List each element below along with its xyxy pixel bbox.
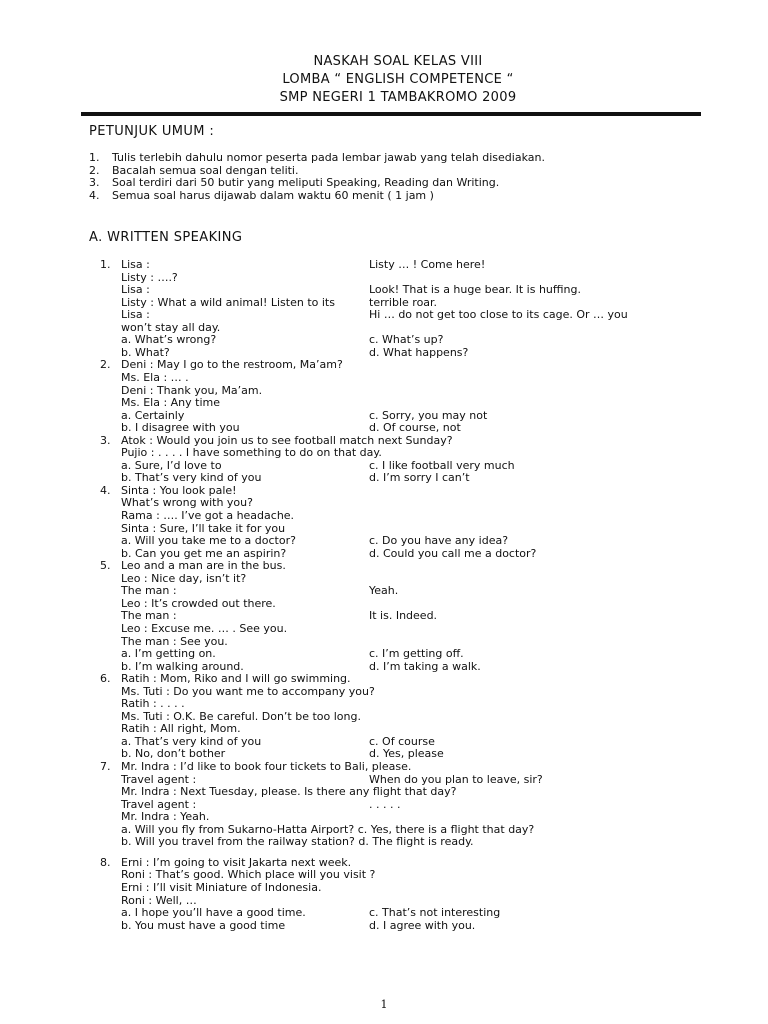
question-text: Rama : …. I’ve got a headache. <box>121 509 295 522</box>
question-text: Leo and a man are in the bus. <box>121 559 286 573</box>
question-text: Roni : Well, … <box>121 893 197 907</box>
question-text-right: d. What happens? <box>369 345 469 359</box>
question-text-right: d. Yes, please <box>369 747 444 761</box>
question-text: b. What? <box>121 345 170 359</box>
question-text: Travel agent : <box>121 797 197 811</box>
header-divider <box>81 112 701 116</box>
question-number: 5. <box>100 559 111 573</box>
question-text: Mr. Indra : Yeah. <box>121 810 210 824</box>
question-text: Ms. Ela : … . <box>121 370 189 384</box>
question-text: b. Will you travel from the railway station? d. The flight is ready. <box>121 835 474 849</box>
instruction-item <box>89 189 434 202</box>
instruction-number: 3. <box>89 176 100 190</box>
question-text: Lisa : <box>121 308 150 322</box>
question-text: What’s wrong with you? <box>121 496 253 510</box>
question-text: Roni : That’s good. Which place will you visit ? <box>121 868 376 882</box>
question-text-right: c. Do you have any idea? <box>369 534 509 548</box>
question-text: a. That’s very kind of you <box>121 734 262 748</box>
page-number: 1 <box>380 998 388 1011</box>
question-text: Ms. Ela : Any time <box>121 396 221 410</box>
question-text: a. Will you fly from Sukarno-Hatta Airport? c. Yes, there is a flight that day? <box>121 822 535 836</box>
question-text-right: d. I agree with you. <box>369 918 476 932</box>
instruction-number: 1. <box>89 151 100 164</box>
question-text-right: terrible roar. <box>369 295 438 309</box>
question-number: 2. <box>100 358 111 372</box>
question-text: a. Will you take me to a doctor? <box>121 534 296 548</box>
question-text-right: c. I like football very much <box>369 458 515 472</box>
question-text: a. Sure, I’d love to <box>121 458 222 472</box>
question-text: a. What’s wrong? <box>121 333 217 347</box>
doc-title-line-1: NASKAH SOAL KELAS VIII <box>313 54 483 69</box>
question-text: a. Certainly <box>121 408 185 422</box>
question-text: b. No, don’t bother <box>121 747 226 761</box>
question-number: 6. <box>100 672 111 686</box>
question-text-right: Hi … do not get too close to its cage. Or … you <box>369 308 628 322</box>
question-text: Leo : It’s crowded out there. <box>121 596 276 610</box>
question-text-right: When do you plan to leave, sir? <box>369 772 543 786</box>
question-text-right: Listy … ! Come here! <box>369 258 486 271</box>
question-text: Sinta : You look pale! <box>121 483 237 497</box>
question-text: Deni : Thank you, Ma’am. <box>121 383 263 397</box>
question-text-right: d. Could you call me a doctor? <box>369 546 537 560</box>
question-text-right: c. That’s not interesting <box>369 906 501 920</box>
question-text: The man : <box>121 609 177 623</box>
instruction-number: 4. <box>89 188 100 202</box>
question-text-right: c. Of course <box>369 734 435 748</box>
question-text: Leo : Nice day, isn’t it? <box>121 571 247 585</box>
question-text: Erni : I’m going to visit Jakarta next week. <box>121 855 352 869</box>
question-number: 8. <box>100 855 111 869</box>
instruction-item <box>89 151 545 164</box>
question-number: 1. <box>100 258 111 271</box>
question-text: a. I’m getting on. <box>121 647 216 661</box>
question-text: b. I’m walking around. <box>121 659 244 673</box>
question-text-right: c. What’s up? <box>369 333 444 347</box>
question-text: Lisa : <box>121 258 150 271</box>
instruction-text: Soal terdiri dari 50 butir yang meliputi Speaking, Reading dan Writing. <box>112 176 500 190</box>
question-number: 4. <box>100 483 111 497</box>
question-text: Ratih : Mom, Riko and I will go swimming. <box>121 672 351 686</box>
question-text: b. Can you get me an aspirin? <box>121 546 287 560</box>
question-text-right: Yeah. <box>369 584 399 598</box>
question-number: 3. <box>100 433 111 447</box>
question-text: Leo : Excuse me. … . See you. <box>121 621 288 635</box>
instruction-text: Semua soal harus dijawab dalam waktu 60 menit ( 1 jam ) <box>112 188 434 202</box>
question-text-right: c. Sorry, you may not <box>369 408 488 422</box>
instruction-text: Tulis terlebih dahulu nomor peserta pada lembar jawab yang telah disediakan. <box>112 151 545 164</box>
question-text: Atok : Would you join us to see football match next Sunday? <box>121 433 453 447</box>
section-heading: A. WRITTEN SPEAKING <box>89 230 243 245</box>
question-text: Listy : What a wild animal! Listen to its <box>121 295 335 309</box>
question-text: Mr. Indra : I’d like to book four tickets to Bali, please. <box>121 760 412 773</box>
doc-title-line-2: LOMBA “ ENGLISH COMPETENCE “ <box>282 72 514 87</box>
question-text: Ms. Tuti : O.K. Be careful. Don’t be too long. <box>121 709 361 723</box>
instruction-number: 2. <box>89 163 100 177</box>
instruction-item <box>89 164 299 177</box>
question-text: Deni : May I go to the restroom, Ma’am? <box>121 358 343 372</box>
question-text: b. I disagree with you <box>121 421 240 435</box>
question-text: The man : See you. <box>121 634 228 648</box>
question-text: Ratih : . . . . <box>121 697 185 711</box>
question-number: 7. <box>100 760 111 773</box>
question-text: Ratih : All right, Mom. <box>121 722 241 736</box>
question-text: won’t stay all day. <box>121 320 221 334</box>
question-text-right: It is. Indeed. <box>369 609 438 623</box>
question-text: Sinta : Sure, I’ll take it for you <box>121 521 286 535</box>
question-text: Pujio : . . . . I have something to do on that day. <box>121 446 382 460</box>
question-text: Mr. Indra : Next Tuesday, please. Is there any flight that day? <box>121 785 457 799</box>
question-text-right: d. Of course, not <box>369 421 461 435</box>
question-text: Erni : I’ll visit Miniature of Indonesia. <box>121 880 322 894</box>
general-instructions-heading: PETUNJUK UMUM : <box>89 124 215 139</box>
question-text-right: c. I’m getting off. <box>369 647 464 661</box>
question-text-right: d. I’m sorry I can’t <box>369 471 470 485</box>
question-text: The man : <box>121 584 177 598</box>
question-text-right: d. I’m taking a walk. <box>369 659 481 673</box>
instruction-item <box>89 176 499 189</box>
question-text: b. That’s very kind of you <box>121 471 262 485</box>
question-text: b. You must have a good time <box>121 918 286 932</box>
instruction-text: Bacalah semua soal dengan teliti. <box>112 163 299 177</box>
question-text: a. I hope you’ll have a good time. <box>121 906 306 920</box>
question-text: Travel agent : <box>121 772 197 786</box>
question-text-right: Look! That is a huge bear. It is huffing. <box>369 283 581 297</box>
question-text: Lisa : <box>121 283 150 297</box>
question-text-right: . . . . . <box>369 797 401 811</box>
doc-title-line-3: SMP NEGERI 1 TAMBAKROMO 2009 <box>279 90 517 105</box>
question-text: Listy : ….? <box>121 270 178 284</box>
question-text: Ms. Tuti : Do you want me to accompany you? <box>121 684 375 698</box>
